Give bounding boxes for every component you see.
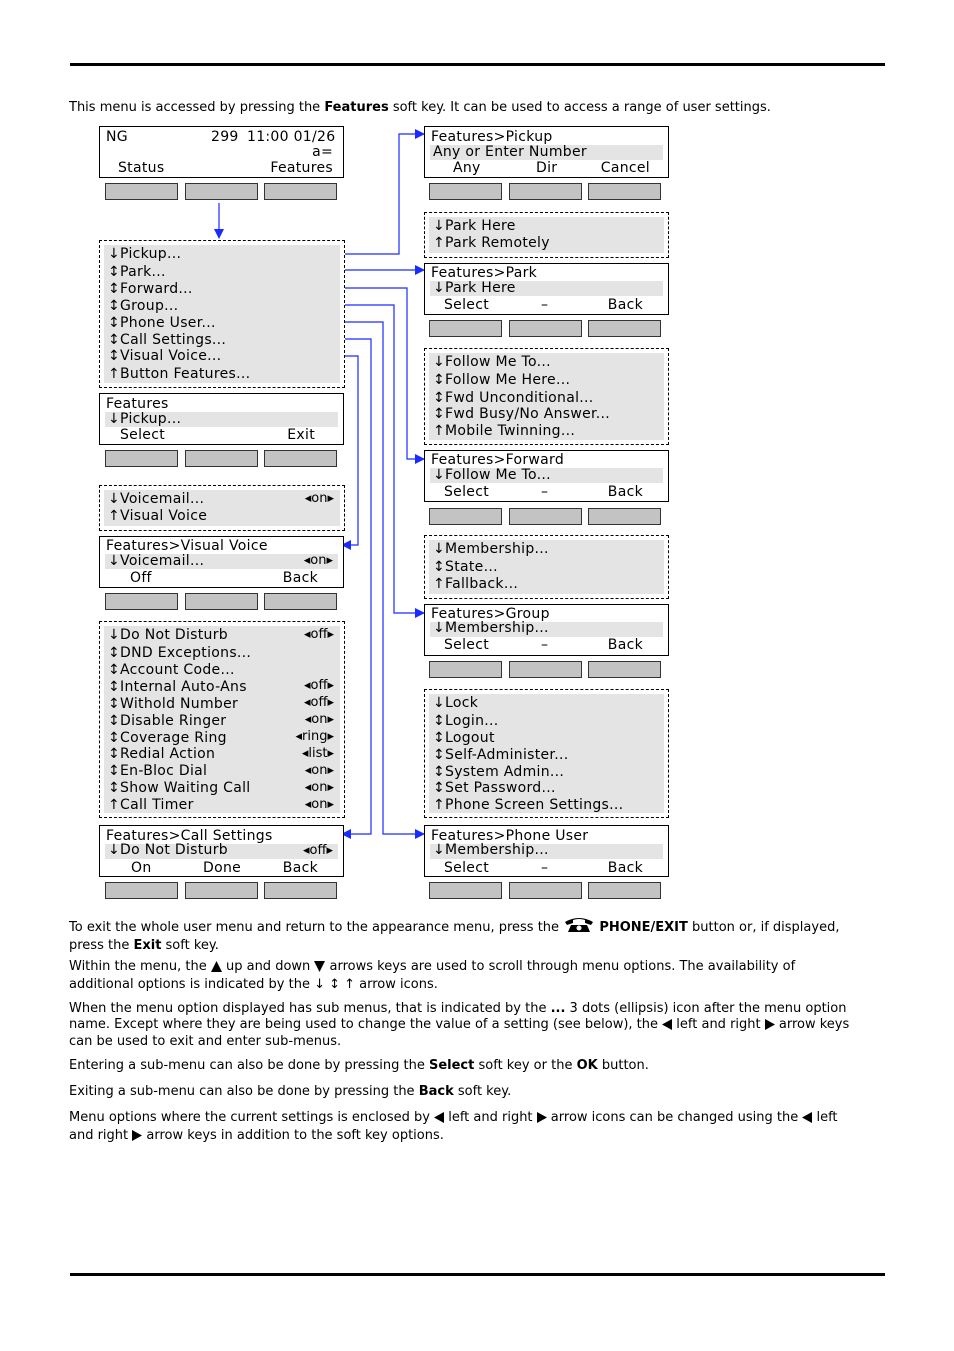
text: arrow icons can be changed using the (546, 1110, 803, 1125)
menu-item[interactable]: ↑Mobile Twinning... (433, 423, 576, 439)
menu-value: ◂on▸ (304, 712, 334, 727)
menu-item[interactable]: ↑Visual Voice (108, 508, 208, 524)
phone-exit-bold: PHONE/EXIT (599, 920, 688, 935)
screen-title: Features>Group (431, 606, 550, 622)
softkey-label-exit: Exit (287, 427, 315, 443)
softkey-1[interactable] (105, 882, 178, 899)
text: additional options is indicated by the ↓ ↕ ↑ arrow icons. (69, 976, 438, 992)
softkey-1[interactable] (429, 882, 502, 899)
softkey-label-select: Select (120, 427, 165, 443)
menu-item[interactable]: ↓Lock (433, 695, 479, 711)
text: arrow keys (774, 1016, 850, 1032)
menu-item[interactable]: ↕Coverage Ring (108, 730, 227, 746)
menu-item[interactable]: ↕Group... (108, 298, 179, 314)
menu-item[interactable]: ↑Fallback... (433, 576, 519, 592)
screen-item: ↓Membership... (433, 842, 549, 858)
softkey-3[interactable] (264, 183, 337, 200)
features-menu-list (99, 240, 345, 388)
select-bold: Select (428, 1058, 475, 1073)
softkey-2[interactable] (509, 882, 582, 899)
intro-after: soft key. It can be used to access a range of user settings. (388, 100, 771, 115)
screen-item: ↓Pickup... (108, 411, 182, 427)
text: button. (597, 1058, 649, 1073)
paragraph-scroll (69, 959, 869, 992)
screen-value: ◂off▸ (303, 843, 333, 858)
right-arrow-icon (132, 1130, 142, 1146)
forward-screen (424, 450, 669, 502)
softkey-label-back: Back (282, 860, 318, 876)
screen-title: Features>Call Settings (106, 828, 273, 844)
screen-item: ↓Do Not Disturb (108, 842, 228, 858)
softkey-label-on: On (131, 860, 152, 876)
softkey-label-back: Back (282, 570, 318, 586)
idle-name: NG (106, 129, 128, 145)
menu-value: ◂on▸ (304, 797, 334, 812)
softkey-label-status: Status (118, 160, 165, 176)
text: press the (69, 937, 134, 953)
menu-item[interactable]: ↕Internal Auto-Ans (108, 679, 247, 695)
softkey-label-off: Off (130, 570, 152, 586)
paragraph-back (69, 1084, 869, 1100)
softkey-3[interactable] (588, 320, 661, 337)
softkey-label-none: – (541, 297, 549, 313)
text: When the menu option displayed has sub menus, that is indicated by the (69, 1001, 551, 1016)
menu-item[interactable]: ↕Phone User... (108, 315, 216, 331)
text: Entering a sub-menu can also be done by pressing the (69, 1058, 429, 1073)
pickup-screen (424, 126, 669, 178)
menu-item[interactable]: ↕En-Bloc Dial (108, 763, 208, 779)
text: arrows keys are used to scroll through menu options. The availability of (325, 959, 796, 974)
screen-title: Features>Phone User (431, 828, 589, 844)
right-arrow-icon (537, 1112, 547, 1128)
menu-item[interactable]: ↑Call Timer (108, 797, 194, 813)
softkey-label-cancel: Cancel (600, 160, 650, 176)
idle-time: 11:00 01/26 (247, 129, 336, 145)
group-list (424, 535, 669, 599)
softkey-label-select: Select (444, 297, 489, 313)
screen-item: ↓Membership... (433, 620, 549, 636)
softkey-3[interactable] (588, 508, 661, 525)
left-arrow-icon (434, 1112, 444, 1128)
paragraph-change (69, 1110, 869, 1145)
text: name. Except where they are being used to change the value of a setting (see below), the (69, 1016, 663, 1032)
paragraph-exit (69, 916, 869, 953)
group-screen (424, 604, 669, 656)
softkey-2[interactable] (509, 508, 582, 525)
up-arrow-icon (211, 961, 222, 977)
softkey-2[interactable] (185, 882, 258, 899)
softkey-2[interactable] (185, 183, 258, 200)
text: soft key. (161, 937, 219, 953)
paragraph-submenus (69, 1001, 869, 1050)
menu-value: ◂on▸ (304, 780, 334, 795)
menu-item[interactable]: ↕Follow Me Here... (433, 372, 571, 388)
menu-value: ◂off▸ (304, 695, 334, 710)
softkey-2[interactable] (185, 450, 258, 467)
phone-user-screen (424, 825, 669, 877)
text: soft key or the (474, 1058, 577, 1073)
idle-extension: 299 (211, 129, 239, 145)
softkey-3[interactable] (264, 450, 337, 467)
softkey-label-back: Back (607, 297, 643, 313)
menu-item[interactable]: ↕Set Password... (433, 780, 556, 796)
text: can be used to exit and enter sub-menus. (69, 1034, 342, 1049)
menu-item[interactable]: ↕Visual Voice... (108, 348, 222, 364)
text: soft key. (453, 1084, 512, 1099)
menu-item[interactable]: ↕Self-Administer... (433, 747, 569, 763)
menu-value: ◂list▸ (301, 746, 334, 761)
menu-value: ◂off▸ (304, 627, 334, 642)
menu-item[interactable]: ↕System Admin... (433, 764, 565, 780)
softkey-2[interactable] (509, 320, 582, 337)
softkey-3[interactable] (588, 882, 661, 899)
softkey-2[interactable] (509, 183, 582, 200)
softkey-label-any: Any (453, 160, 481, 176)
menu-item[interactable]: ↕Forward... (108, 281, 193, 297)
text: 3 dots (ellipsis) icon after the menu option (565, 1001, 847, 1016)
softkey-label-select: Select (444, 860, 489, 876)
softkey-label-back: Back (607, 860, 643, 876)
softkey-2[interactable] (509, 661, 582, 678)
softkey-label-none: – (541, 860, 549, 876)
softkey-label-dir: Dir (536, 160, 558, 176)
softkey-3[interactable] (588, 183, 661, 200)
menu-item[interactable]: ↕Show Waiting Call (108, 780, 251, 796)
phone-user-list (424, 689, 669, 818)
screen-value: ◂on▸ (303, 553, 333, 568)
menu-item[interactable]: ↕Login... (433, 713, 499, 729)
screen-title: Features>Park (431, 265, 538, 281)
ellipsis-bold: ... (550, 1001, 566, 1016)
menu-item[interactable]: ↓Follow Me To... (433, 354, 551, 370)
softkey-3[interactable] (264, 593, 337, 610)
softkey-3[interactable] (588, 661, 661, 678)
features-screen (99, 393, 344, 445)
softkey-1[interactable] (429, 183, 502, 200)
menu-item[interactable]: ↕State... (433, 559, 498, 575)
ok-bold: OK (576, 1058, 598, 1073)
right-arrow-icon (765, 1019, 775, 1035)
softkey-1[interactable] (105, 593, 178, 610)
softkey-1[interactable] (429, 508, 502, 525)
text: button or, if displayed, (687, 920, 840, 935)
bottom-rule (70, 1273, 885, 1276)
screen-title: Features>Pickup (431, 129, 553, 145)
softkey-3[interactable] (264, 882, 337, 899)
text: and right (69, 1127, 133, 1143)
softkey-1[interactable] (105, 450, 178, 467)
call-settings-list (99, 621, 345, 818)
idle-screen (99, 126, 344, 178)
left-arrow-icon (662, 1019, 672, 1035)
text: Menu options where the current settings is enclosed by (69, 1110, 435, 1125)
menu-item[interactable]: ↓Pickup... (108, 246, 182, 262)
screen-item: Any or Enter Number (433, 144, 587, 160)
softkey-label-select: Select (444, 637, 489, 653)
softkey-label-done: Done (203, 860, 242, 876)
menu-item[interactable]: ↓Park Here (433, 218, 516, 234)
phone-icon (563, 916, 595, 938)
intro-before: This menu is accessed by pressing the (69, 100, 325, 115)
menu-item[interactable]: ↓Do Not Disturb (108, 627, 228, 643)
menu-value: ◂on▸ (304, 491, 334, 506)
menu-value: ◂off▸ (304, 678, 334, 693)
text: left (812, 1110, 838, 1125)
exit-bold: Exit (133, 937, 162, 953)
down-arrow-icon (314, 961, 325, 977)
screen-title: Features (106, 396, 169, 412)
menu-item[interactable]: ↕Fwd Busy/No Answer... (433, 406, 611, 422)
screen-title: Features>Forward (431, 452, 565, 468)
menu-item[interactable]: ↕Redial Action (108, 746, 216, 762)
menu-item[interactable]: ↕Account Code... (108, 662, 235, 678)
softkey-label-none: – (541, 484, 549, 500)
softkey-label-features: Features (270, 160, 333, 176)
visual-voice-list (99, 485, 345, 531)
softkey-2[interactable] (185, 593, 258, 610)
park-screen (424, 263, 669, 315)
screen-item: ↓Follow Me To... (433, 467, 551, 483)
menu-value: ◂ring▸ (295, 729, 334, 744)
menu-item[interactable]: ↑Button Features... (108, 366, 251, 382)
menu-item[interactable]: ↑Phone Screen Settings... (433, 797, 624, 813)
menu-item[interactable]: ↕Logout (433, 730, 495, 746)
menu-item[interactable]: ↓Membership... (433, 541, 549, 557)
softkey-1[interactable] (429, 320, 502, 337)
softkey-label-select: Select (444, 484, 489, 500)
intro-bold: Features (324, 100, 389, 115)
softkey-label-back: Back (607, 637, 643, 653)
idle-appearance: a= (312, 144, 333, 160)
screen-item: ↓Park Here (433, 280, 516, 296)
text: left and right (444, 1110, 537, 1125)
softkey-label-none: – (541, 637, 549, 653)
left-arrow-icon (802, 1112, 812, 1128)
menu-item[interactable]: ↕Withold Number (108, 696, 239, 712)
forward-list (424, 348, 669, 445)
text: Exiting a sub-menu can also be done by pressing the (69, 1084, 419, 1099)
softkey-label-back: Back (607, 484, 643, 500)
text: left and right (672, 1016, 765, 1032)
text: up and down (221, 959, 315, 974)
visual-voice-screen (99, 536, 344, 588)
menu-item[interactable]: ↕Disable Ringer (108, 713, 227, 729)
menu-item[interactable]: ↕Park... (108, 264, 166, 280)
text: To exit the whole user menu and return to the appearance menu, press the (69, 920, 564, 935)
menu-item[interactable]: ↕DND Exceptions... (108, 645, 252, 661)
softkey-1[interactable] (105, 183, 178, 200)
menu-item[interactable]: ↓Voicemail... (108, 491, 205, 507)
paragraph-enter (69, 1058, 869, 1074)
menu-item[interactable]: ↕Fwd Unconditional... (433, 390, 594, 406)
menu-item[interactable]: ↑Park Remotely (433, 235, 550, 251)
text: arrow keys in addition to the soft key options. (142, 1127, 444, 1143)
park-list (424, 212, 669, 258)
menu-value: ◂on▸ (304, 763, 334, 778)
back-bold: Back (418, 1084, 454, 1099)
screen-title: Features>Visual Voice (106, 538, 268, 554)
menu-item[interactable]: ↕Call Settings... (108, 332, 227, 348)
softkey-1[interactable] (429, 661, 502, 678)
text: Within the menu, the (69, 959, 211, 974)
screen-item: ↓Voicemail... (108, 553, 205, 569)
call-settings-screen (99, 825, 344, 877)
